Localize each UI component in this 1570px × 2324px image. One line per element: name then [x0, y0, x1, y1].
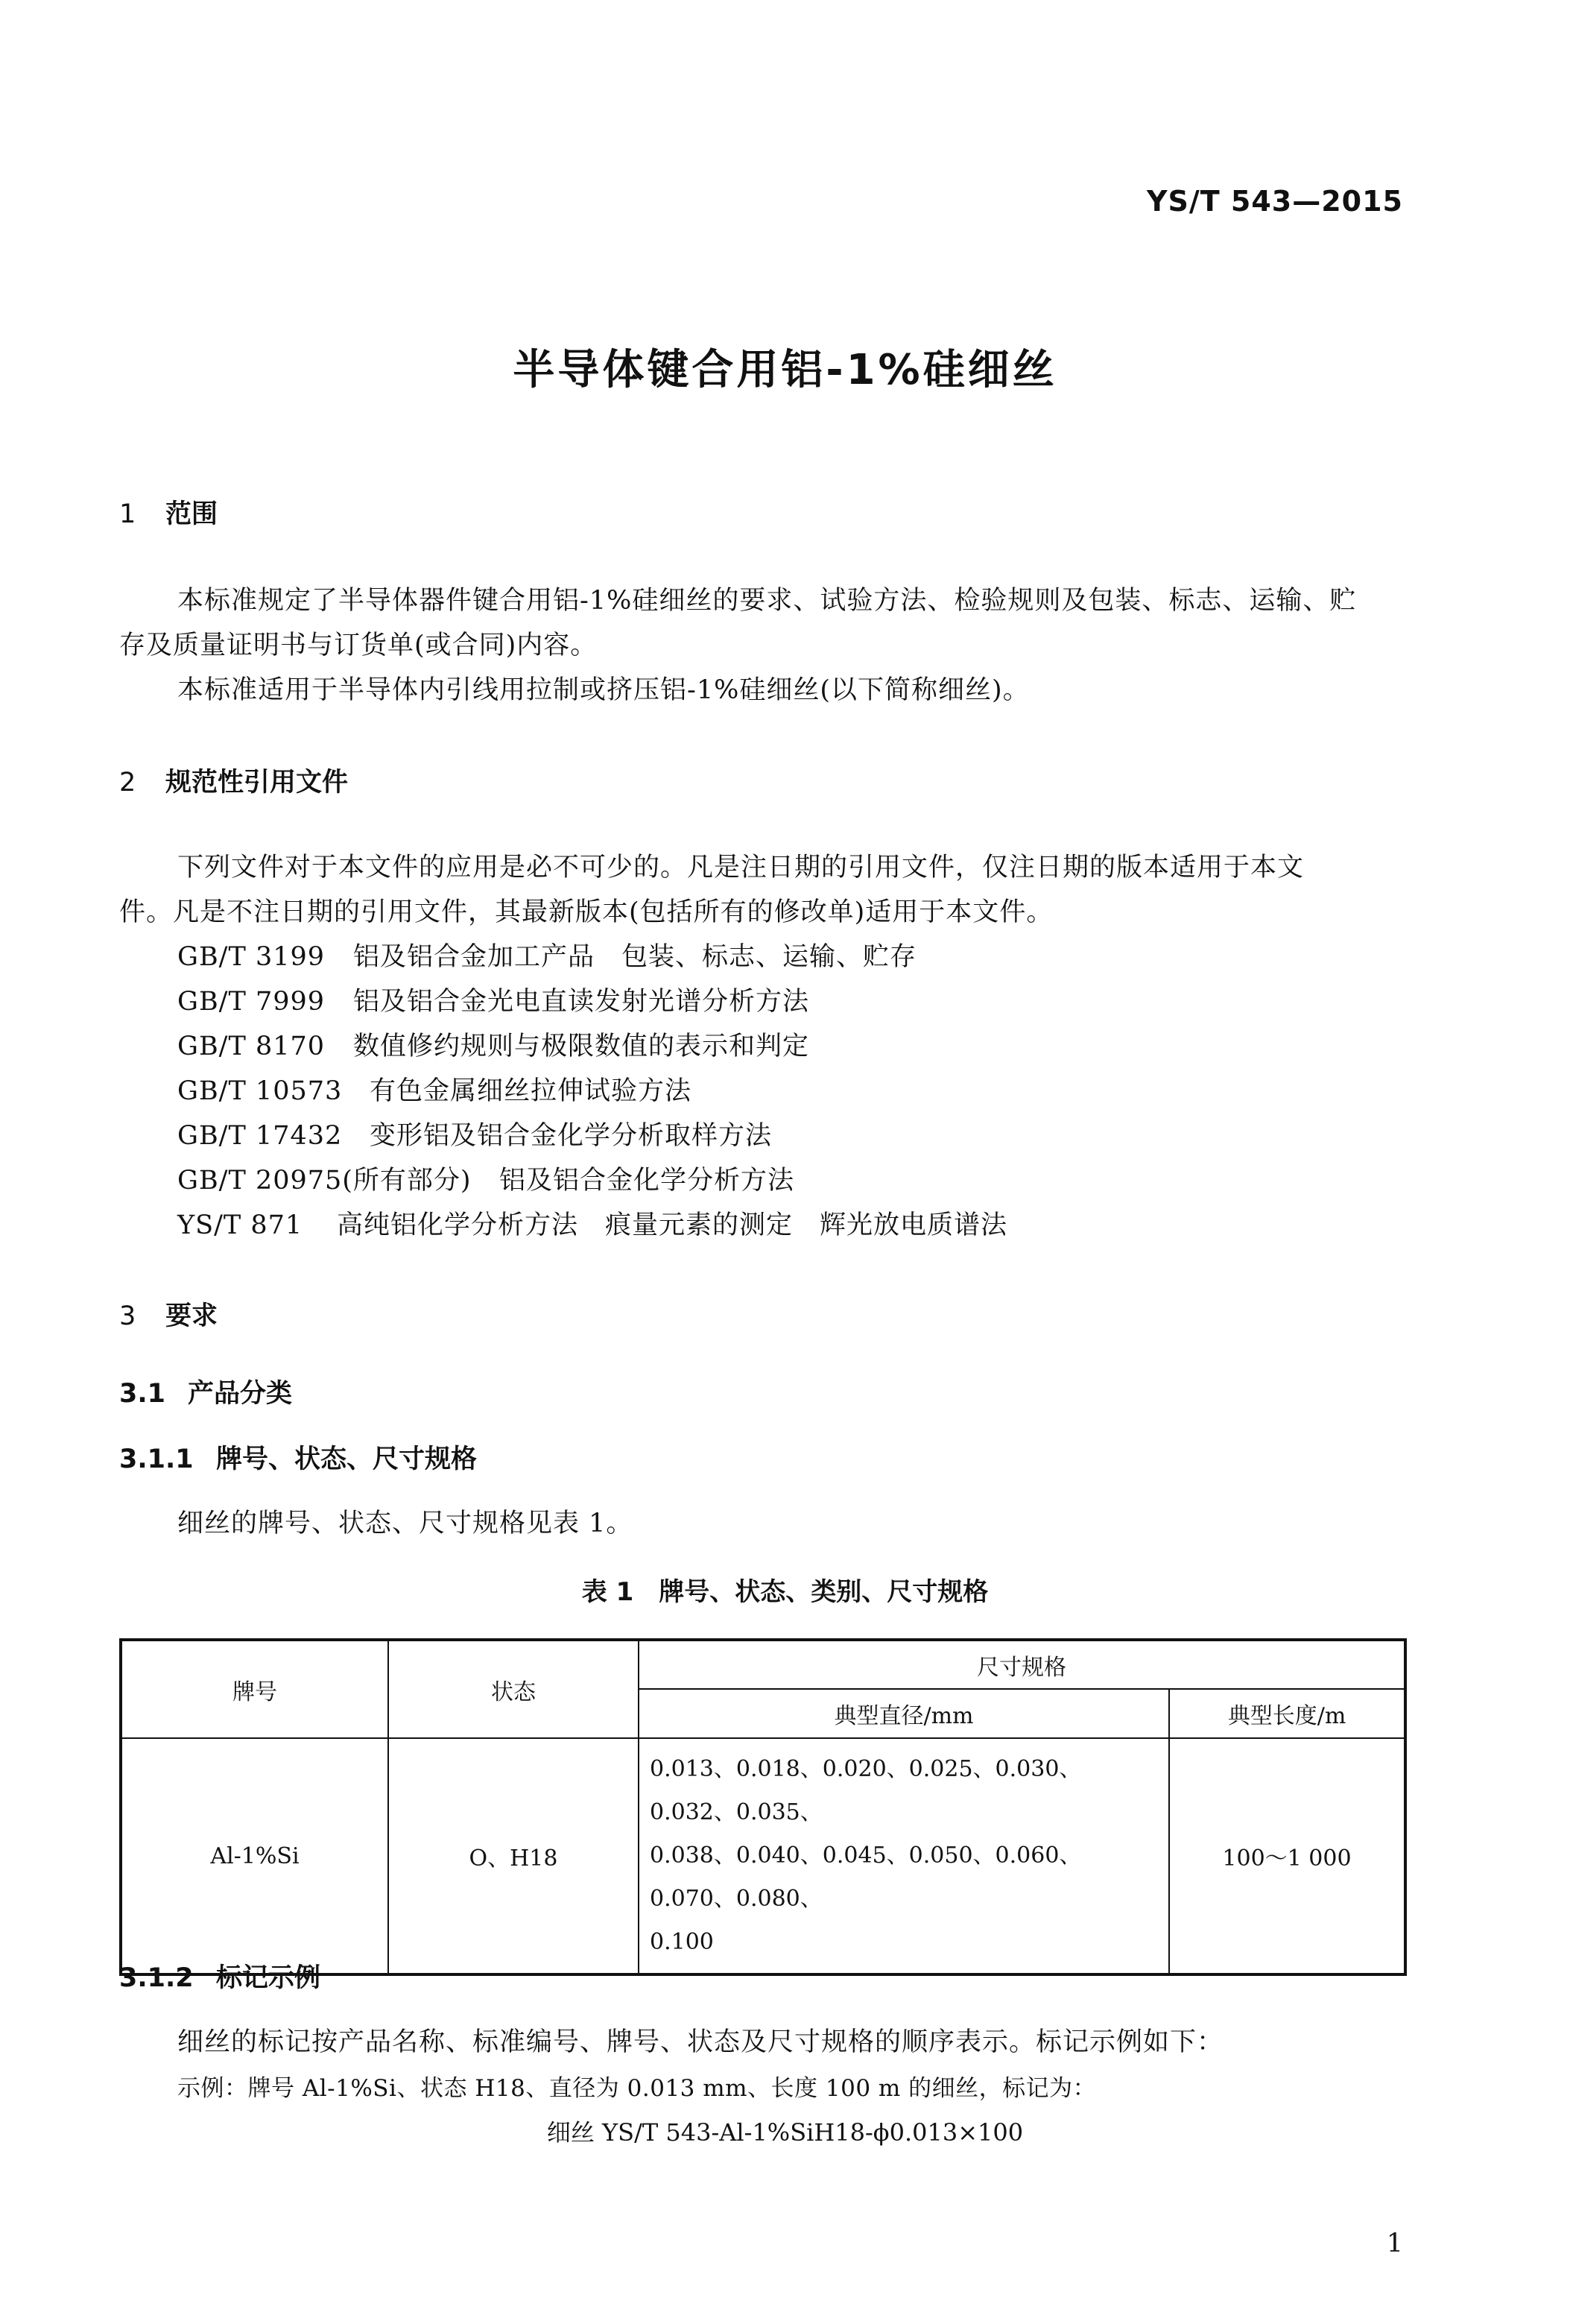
reference-item: [177, 1204, 1007, 1242]
header-grade: 牌号: [121, 1640, 388, 1738]
reference-code: GB/T 17432: [177, 1121, 343, 1151]
diameter-line: 0.100: [650, 1929, 714, 1955]
page-number: 1: [1386, 2229, 1403, 2258]
diameter-line: 0.013、0.018、0.020、0.025、0.030、0.032、0.035、: [650, 1756, 1082, 1825]
header-diameter: 典型直径/mm: [639, 1689, 1169, 1738]
section-3-1-2-para: 细丝的标记按产品名称、标准编号、牌号、状态及尺寸规格的顺序表示。标记示例如下：: [177, 2027, 1224, 2057]
table-1-caption: 表 1 牌号、状态、类别、尺寸规格: [581, 1577, 989, 1607]
section-2-para-line1: 下列文件对于本文件的应用是必不可少的。凡是注日期的引用文件，仅注日期的版本适用于本文: [177, 853, 1305, 882]
document-title: 半导体键合用铝-1%硅细丝: [513, 346, 1057, 394]
reference-code: GB/T 3199: [177, 942, 326, 972]
standard-code: YS/T 543—2015: [1147, 185, 1403, 218]
reference-title: 变形铝及铝合金化学分析取样方法: [370, 1121, 773, 1151]
reference-title: 高纯铝化学分析方法 痕量元素的测定 辉光放电质谱法: [337, 1210, 1008, 1240]
reference-title: 有色金属细丝拉伸试验方法: [370, 1076, 692, 1106]
cell-diameter: [639, 1738, 1169, 1974]
section-number: 3.1: [119, 1379, 166, 1409]
reference-code: GB/T 20975(所有部分): [177, 1166, 472, 1196]
reference-title: 铝及铝合金化学分析方法: [499, 1166, 795, 1196]
diameter-line: 0.038、0.040、0.045、0.050、0.060、0.070、0.080、: [650, 1843, 1082, 1912]
reference-code: GB/T 10573: [177, 1076, 343, 1106]
section-3-1-1-heading: [119, 1439, 477, 1476]
section-title: 要求: [165, 1301, 218, 1331]
cell-temper: O、H18: [388, 1738, 639, 1974]
section-title: 标记示例: [216, 1963, 321, 1993]
section-title: 牌号、状态、尺寸规格: [216, 1444, 478, 1474]
table-row: [121, 1738, 1405, 1974]
cell-length: 100～1 000: [1169, 1738, 1405, 1974]
reference-code: GB/T 8170: [177, 1032, 326, 1061]
section-1-para1-line1: 本标准规定了半导体器件键合用铝-1%硅细丝的要求、试验方法、检验规则及包装、标志、运输、贮: [177, 586, 1357, 616]
section-number: 1: [119, 499, 136, 529]
section-title: 规范性引用文件: [165, 768, 349, 798]
section-number: 3.1.2: [119, 1963, 194, 1993]
section-1-heading: [119, 493, 218, 531]
section-3-1-1-para: 细丝的牌号、状态、尺寸规格见表 1。: [177, 1509, 633, 1538]
header-length: 典型长度/m: [1169, 1689, 1405, 1738]
section-title: 产品分类: [188, 1379, 293, 1409]
reference-title: 数值修约规则与极限数值的表示和判定: [353, 1032, 810, 1061]
reference-item: [177, 1026, 809, 1063]
section-2-heading: [119, 762, 348, 799]
section-title: 范围: [165, 499, 218, 529]
reference-item: [177, 1115, 772, 1152]
header-size-spec: 尺寸规格: [639, 1640, 1405, 1689]
marking-designation: 细丝 YS/T 543-Al-1%SiH18-ϕ0.013×100: [546, 2118, 1024, 2147]
reference-item: [177, 981, 809, 1018]
header-temper: 状态: [388, 1640, 639, 1738]
section-number: 2: [119, 768, 136, 798]
section-2-para-line2: 件。凡是不注日期的引用文件，其最新版本(包括所有的修改单)适用于本文件。: [119, 897, 1054, 927]
section-1-para2: 本标准适用于半导体内引线用拉制或挤压铝-1%硅细丝(以下简称细丝)。: [177, 675, 1030, 705]
table-1: [119, 1638, 1407, 1976]
section-3-1-heading: [119, 1373, 292, 1410]
reference-item: [177, 1070, 691, 1108]
section-3-1-2-heading: [119, 1957, 320, 1995]
marking-example: 示例：牌号 Al-1%Si、状态 H18、直径为 0.013 mm、长度 100 m 的细丝，标记为：: [177, 2075, 1097, 2102]
reference-item: [177, 1160, 794, 1197]
section-1-para1-line2: 存及质量证明书与订货单(或合同)内容。: [119, 631, 598, 660]
section-3-heading: [119, 1295, 218, 1333]
reference-item: [177, 936, 917, 973]
section-number: 3.1.1: [119, 1444, 194, 1474]
section-number: 3: [119, 1301, 136, 1331]
reference-code: GB/T 7999: [177, 987, 326, 1017]
reference-code: YS/T 871: [177, 1210, 303, 1240]
reference-title: 铝及铝合金加工产品 包装、标志、运输、贮存: [353, 942, 917, 972]
reference-title: 铝及铝合金光电直读发射光谱分析方法: [353, 987, 810, 1017]
cell-grade: Al-1%Si: [121, 1738, 388, 1974]
